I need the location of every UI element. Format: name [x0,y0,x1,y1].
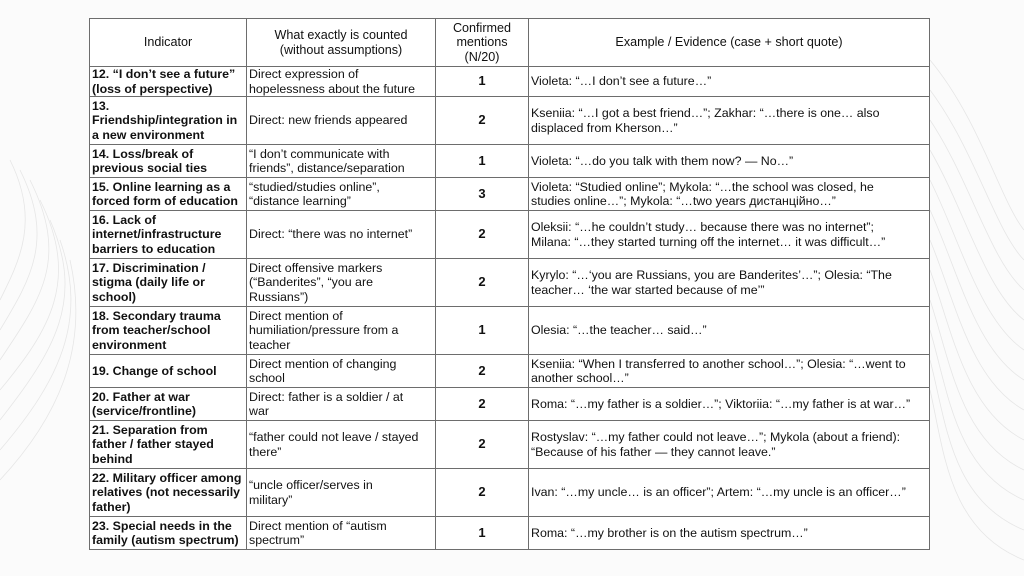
mentions-cell: 2 [436,355,529,388]
counted-cell: “I don’t communicate with friends”, distance/separation [247,145,436,178]
table-row [90,211,930,259]
indicator-table-container [89,18,929,550]
evidence-cell: Violeta: “…I don’t see a future…” [529,67,930,97]
evidence-cell: Oleksii: “…he couldn’t study… because there was no internet”; Milana: “…they started turning off the internet… it was difficult…” [529,211,930,259]
indicator-cell: 20. Father at war (service/frontline) [90,388,247,421]
mentions-cell: 1 [436,67,529,97]
evidence-cell: Kseniia: “…I got a best friend…”; Zakhar: “…there is one… also displaced from Kherson…” [529,97,930,145]
mentions-cell: 2 [436,469,529,517]
header-indicator: Indicator [90,19,247,67]
header-example-evidence: Example / Evidence (case + short quote) [529,19,930,67]
counted-cell: Direct: father is a soldier / at war [247,388,436,421]
mentions-cell: 1 [436,145,529,178]
evidence-cell: Kseniia: “When I transferred to another school…”; Olesia: “…went to another school…” [529,355,930,388]
mentions-cell: 2 [436,421,529,469]
indicator-table [89,18,930,550]
counted-cell: Direct: new friends appeared [247,97,436,145]
indicator-cell: 21. Separation from father / father stayed behind [90,421,247,469]
indicator-cell: 12. “I don’t see a future” (loss of perspective) [90,67,247,97]
indicator-cell: 18. Secondary trauma from teacher/school environment [90,307,247,355]
table-row [90,307,930,355]
indicator-cell: 19. Change of school [90,355,247,388]
counted-cell: Direct mention of changing school [247,355,436,388]
table-row [90,97,930,145]
mentions-cell: 1 [436,517,529,550]
indicator-cell: 16. Lack of internet/infrastructure barriers to education [90,211,247,259]
header-confirmed-mentions: Confirmed mentions (N/20) [436,19,529,67]
counted-cell: Direct expression of hopelessness about the future [247,67,436,97]
counted-cell: Direct offensive markers (“Banderites”, “you are Russians”) [247,259,436,307]
table-row [90,469,930,517]
mentions-cell: 2 [436,97,529,145]
indicator-cell: 13. Friendship/integration in a new environment [90,97,247,145]
table-header-row [90,19,930,67]
header-what-counted: What exactly is counted (without assumptions) [247,19,436,67]
mentions-cell: 3 [436,178,529,211]
indicator-cell: 23. Special needs in the family (autism spectrum) [90,517,247,550]
indicator-cell: 15. Online learning as a forced form of education [90,178,247,211]
evidence-cell: Violeta: “Studied online”; Mykola: “…the school was closed, he studies online…”; Mykola: “…two years дистанційно…” [529,178,930,211]
table-row [90,355,930,388]
counted-cell: Direct: “there was no internet” [247,211,436,259]
counted-cell: Direct mention of humiliation/pressure from a teacher [247,307,436,355]
indicator-cell: 17. Discrimination / stigma (daily life or school) [90,259,247,307]
table-row [90,421,930,469]
table-row [90,517,930,550]
evidence-cell: Violeta: “…do you talk with them now? — No…” [529,145,930,178]
indicator-cell: 22. Military officer among relatives (not necessarily father) [90,469,247,517]
evidence-cell: Rostyslav: “…my father could not leave…”; Mykola (about a friend): “Because of his father — they cannot leave.” [529,421,930,469]
evidence-cell: Roma: “…my father is a soldier…”; Viktoriia: “…my father is at war…” [529,388,930,421]
counted-cell: “father could not leave / stayed there” [247,421,436,469]
counted-cell: Direct mention of “autism spectrum” [247,517,436,550]
table-row [90,388,930,421]
counted-cell: “uncle officer/serves in military” [247,469,436,517]
counted-cell: “studied/studies online”, “distance learning” [247,178,436,211]
evidence-cell: Ivan: “…my uncle… is an officer”; Artem: “…my uncle is an officer…” [529,469,930,517]
table-row [90,178,930,211]
indicator-cell: 14. Loss/break of previous social ties [90,145,247,178]
mentions-cell: 2 [436,388,529,421]
table-row [90,145,930,178]
mentions-cell: 2 [436,259,529,307]
mentions-cell: 2 [436,211,529,259]
evidence-cell: Roma: “…my brother is on the autism spectrum…” [529,517,930,550]
evidence-cell: Olesia: “…the teacher… said…” [529,307,930,355]
evidence-cell: Kyrylo: “…‘you are Russians, you are Banderites’…”; Olesia: “The teacher… ‘the war started because of me’” [529,259,930,307]
mentions-cell: 1 [436,307,529,355]
table-row [90,259,930,307]
table-row [90,67,930,97]
